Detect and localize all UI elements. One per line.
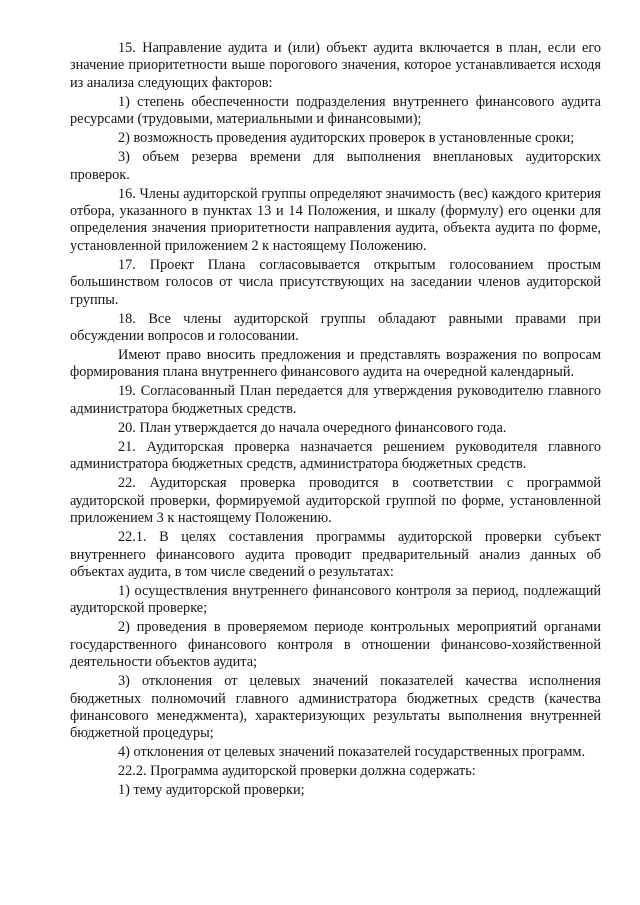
paragraph-22-1: 22.1. В целях составления программы аудиторской проверки субъект внутреннего финансового аудита проводит предварительный анализ данных об объектах аудита, в том числе сведений о результатах: bbox=[70, 529, 601, 580]
paragraph-22-1-item-2: 2) проведения в проверяемом периоде контрольных мероприятий органами государственного финансового контроля в отношении финансово-хозяйственной деятельности объектов аудита; bbox=[70, 619, 601, 671]
paragraph-22-1-item-3: 3) отклонения от целевых значений показателей качества исполнения бюджетных полномочий главного администратора бюджетных средств (качества финансового менеджмента), характеризующих результаты выполнения внутренней бюджетной процедуры; bbox=[70, 673, 601, 742]
paragraph-17: 17. Проект Плана согласовывается открытым голосованием простым большинством голосов от числа присутствующих на заседании членов аудиторской группы. bbox=[70, 256, 601, 308]
paragraph-22-2-item-1: 1) тему аудиторской проверки; bbox=[118, 782, 305, 799]
paragraph-22-2: 22.2. Программа аудиторской проверки должна содержать: bbox=[118, 763, 476, 780]
paragraph-20: 20. План утверждается до начала очередного финансового года. bbox=[118, 419, 507, 436]
paragraph-18-rights: Имеют право вносить предложения и представлять возражения по вопросам формирования плана внутреннего финансового аудита на очередной календарный. bbox=[70, 347, 601, 381]
paragraph-19: 19. Согласованный План передается для утверждения руководителю главного администратора бюджетных средств. bbox=[70, 383, 601, 417]
paragraph-16: 16. Члены аудиторской группы определяют значимость (вес) каждого критерия отбора, указанного в пунктах 13 и 14 Положения, и шкалу (формулу) его оценки для определения значения приоритетности направления аудита, объекта аудита по форме, установленной приложением 2 к настоящему Положению. bbox=[70, 185, 601, 254]
paragraph-15: 15. Направление аудита и (или) объект аудита включается в план, если его значение приоритетности выше порогового значения, которое устанавливается исходя из анализа следующих факторов: bbox=[70, 40, 601, 91]
paragraph-15-item-1: 1) степень обеспеченности подразделения внутреннего финансового аудита ресурсами (трудовыми, материальными и финансовыми); bbox=[70, 93, 601, 128]
paragraph-21: 21. Аудиторская проверка назначается решением руководителя главного администратора бюджетных средств, администратора бюджетных средств. bbox=[70, 438, 601, 473]
paragraph-18: 18. Все члены аудиторской группы обладают равными правами при обсуждении вопросов и голосовании. bbox=[70, 310, 601, 345]
paragraph-15-item-2: 2) возможность проведения аудиторских проверок в установленные сроки; bbox=[118, 130, 575, 147]
paragraph-22: 22. Аудиторская проверка проводится в соответствии с программой аудиторской проверки, формируемой аудиторской группой по форме, установленной приложением 3 к настоящему Положению. bbox=[70, 475, 601, 527]
paragraph-22-1-item-4: 4) отклонения от целевых значений показателей государственных программ. bbox=[118, 744, 586, 761]
paragraph-22-1-item-1: 1) осуществления внутреннего финансового контроля за период, подлежащий аудиторской проверке; bbox=[70, 582, 601, 617]
document-body bbox=[70, 40, 601, 801]
paragraph-15-item-3: 3) объем резерва времени для выполнения внеплановых аудиторских проверок. bbox=[70, 149, 601, 183]
